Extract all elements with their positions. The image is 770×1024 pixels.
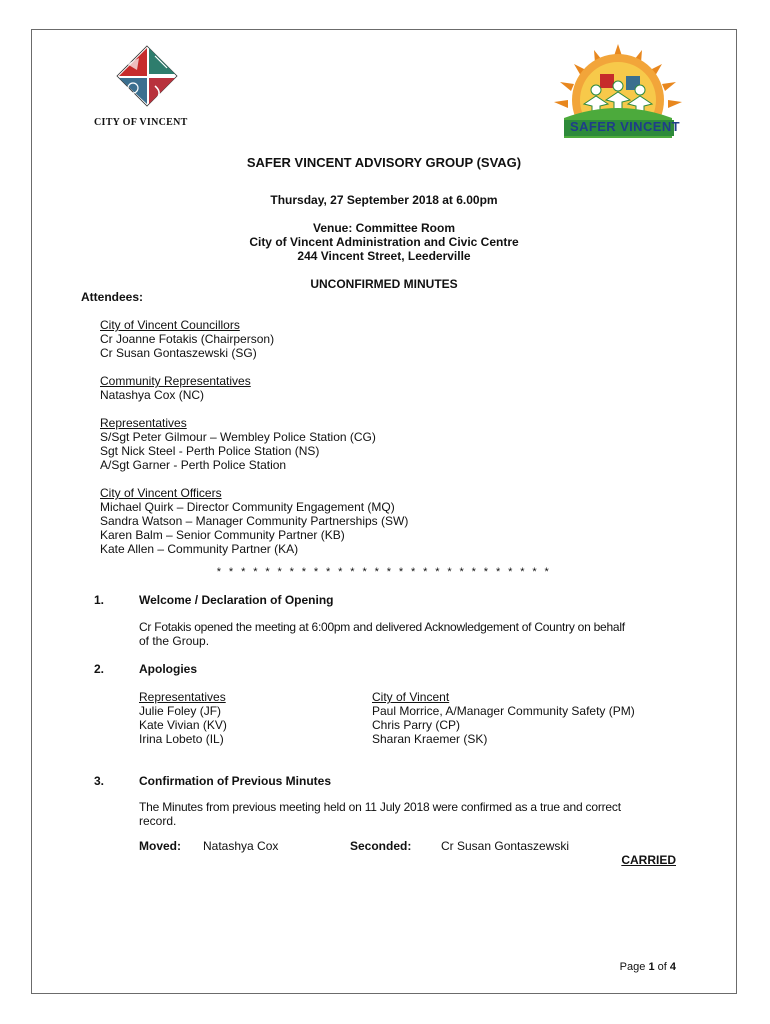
meeting-date: Thursday, 27 September 2018 at 6.00pm (270, 193, 498, 207)
attendees-label: Attendees: (81, 290, 144, 304)
attendee-group-heading: City of Vincent Councillors (100, 318, 240, 332)
attendee-member: Michael Quirk – Director Community Engagement (MQ) (100, 500, 395, 514)
item-number: 1. (94, 593, 105, 607)
item-body: record. (139, 814, 177, 828)
attendee-member: A/Sgt Garner - Perth Police Station (100, 458, 287, 472)
safer-vincent-logo (534, 38, 702, 138)
attendee-member: Cr Joanne Fotakis (Chairperson) (100, 332, 275, 346)
item-heading: Welcome / Declaration of Opening (139, 593, 334, 607)
attendee-member: Natashya Cox (NC) (100, 388, 205, 402)
attendee-group-heading: City of Vincent Officers (100, 486, 222, 500)
apology-name: Chris Parry (CP) (372, 718, 461, 732)
seconded-label: Seconded: (350, 839, 412, 853)
apologies-left-heading: Representatives (139, 690, 226, 704)
page-prefix: Page (619, 961, 646, 973)
item-heading: Apologies (139, 662, 198, 676)
item-body: of the Group. (139, 634, 210, 648)
apology-name: Irina Lobeto (IL) (139, 732, 224, 746)
item-number: 2. (94, 662, 105, 676)
page-of: of (657, 961, 667, 973)
section-separator: * * * * * * * * * * * * * * * * * * * * * * * * * * * * (216, 566, 552, 578)
moved-name: Natashya Cox (203, 839, 279, 853)
apologies-right-heading: City of Vincent (372, 690, 450, 704)
apology-name: Julie Foley (JF) (139, 704, 222, 718)
seconded-name: Cr Susan Gontaszewski (441, 839, 570, 853)
attendee-member: Cr Susan Gontaszewski (SG) (100, 346, 257, 360)
safer-logo-text: SAFER VINCENT (570, 119, 680, 134)
attendee-member: S/Sgt Peter Gilmour – Wembley Police Station (CG) (100, 430, 376, 444)
venue-line-3: 244 Vincent Street, Leederville (297, 249, 471, 263)
item-heading: Confirmation of Previous Minutes (139, 774, 332, 788)
item-body: Cr Fotakis opened the meeting at 6:00pm and delivered Acknowledgement of Country on behalf (139, 620, 625, 634)
moved-label: Moved: (139, 839, 181, 853)
apology-name: Kate Vivian (KV) (139, 718, 227, 732)
page-number (620, 960, 676, 974)
city-of-vincent-logo (94, 44, 197, 134)
apology-name: Paul Morrice, A/Manager Community Safety (PM) (372, 704, 635, 718)
attendee-member: Kate Allen – Community Partner (KA) (100, 542, 299, 556)
page-current: 1 (648, 961, 655, 973)
attendee-group-heading: Representatives (100, 416, 187, 430)
item-number: 3. (94, 774, 105, 788)
motion-result: CARRIED (621, 853, 676, 867)
venue-line-2: City of Vincent Administration and Civic Centre (249, 235, 519, 249)
document-title: SAFER VINCENT ADVISORY GROUP (SVAG) (246, 155, 522, 170)
attendee-group-heading: Community Representatives (100, 374, 251, 388)
page-total: 4 (669, 961, 676, 973)
attendee-member: Sandra Watson – Manager Community Partnerships (SW) (100, 514, 409, 528)
document-page (31, 29, 737, 994)
city-of-vincent-emblem-icon (107, 44, 197, 114)
attendee-member: Karen Balm – Senior Community Partner (KB) (100, 528, 345, 542)
attendee-member: Sgt Nick Steel - Perth Police Station (NS) (100, 444, 320, 458)
apology-name: Sharan Kraemer (SK) (372, 732, 488, 746)
minutes-status: UNCONFIRMED MINUTES (310, 277, 458, 291)
city-logo-text: CITY OF VINCENT (94, 117, 188, 128)
venue-line-1: Venue: Committee Room (312, 221, 456, 235)
item-body: The Minutes from previous meeting held on 11 July 2018 were confirmed as a true and correct (139, 800, 621, 814)
